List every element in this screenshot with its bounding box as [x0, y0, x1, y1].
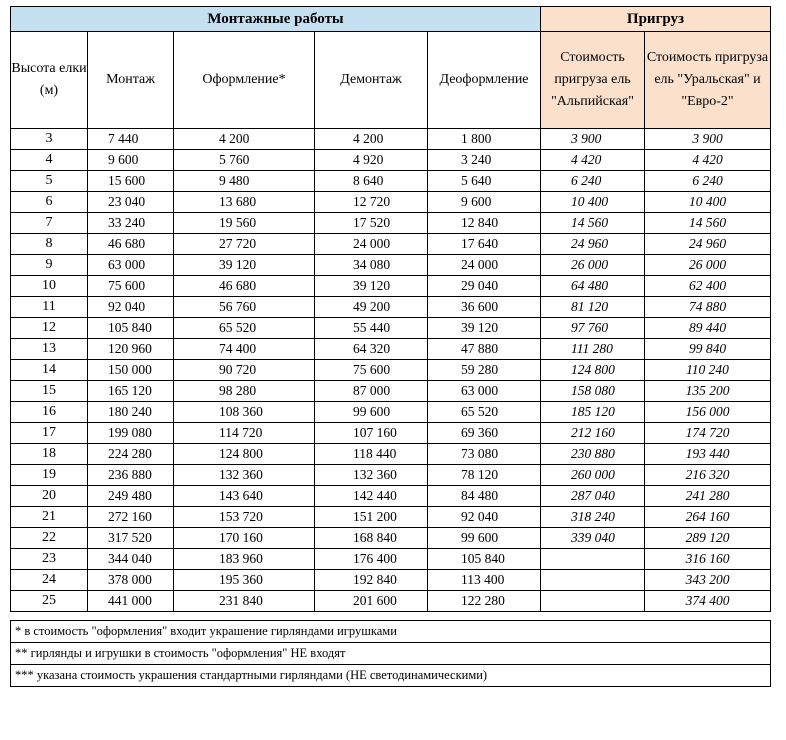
table-row — [11, 549, 771, 570]
cell-decor: 90 720 — [174, 360, 315, 381]
cell-install: 272 160 — [88, 507, 174, 528]
footnote-2: ** гирлянды и игрушки в стоимость "оформления" НЕ входят — [11, 643, 541, 665]
cell-load-alpine: 230 880 — [541, 444, 645, 465]
table-row — [11, 234, 771, 255]
cell-load-alpine: 26 000 — [541, 255, 645, 276]
cell-load-alpine: 6 240 — [541, 171, 645, 192]
cell-dismantle: 87 000 — [315, 381, 428, 402]
cell-decor: 170 160 — [174, 528, 315, 549]
cell-height: 23 — [11, 549, 88, 570]
cell-undecor: 69 360 — [428, 423, 541, 444]
cell-undecor: 1 800 — [428, 129, 541, 150]
table-row — [11, 192, 771, 213]
cell-load-alpine: 64 480 — [541, 276, 645, 297]
col-dismantle: Демонтаж — [315, 32, 428, 129]
cell-load-alpine: 260 000 — [541, 465, 645, 486]
cell-load-ural: 14 560 — [645, 213, 771, 234]
col-load-ural: Стоимость пригруза ель "Уральская" и "Евро-2" — [645, 32, 771, 129]
cell-load-alpine: 3 900 — [541, 129, 645, 150]
cell-decor: 65 520 — [174, 318, 315, 339]
cell-undecor: 5 640 — [428, 171, 541, 192]
table-row — [11, 171, 771, 192]
cell-undecor: 3 240 — [428, 150, 541, 171]
cell-height: 20 — [11, 486, 88, 507]
cell-decor: 132 360 — [174, 465, 315, 486]
cell-height: 16 — [11, 402, 88, 423]
col-load-alpine: Стоимость пригруза ель "Альпийская" — [541, 32, 645, 129]
cell-dismantle: 4 920 — [315, 150, 428, 171]
cell-height: 10 — [11, 276, 88, 297]
cell-load-alpine: 158 080 — [541, 381, 645, 402]
cell-install: 63 000 — [88, 255, 174, 276]
cell-load-alpine: 97 760 — [541, 318, 645, 339]
cell-height: 25 — [11, 591, 88, 612]
cell-load-ural: 10 400 — [645, 192, 771, 213]
cell-decor: 27 720 — [174, 234, 315, 255]
cell-load-ural: 135 200 — [645, 381, 771, 402]
cell-install: 165 120 — [88, 381, 174, 402]
cell-height: 22 — [11, 528, 88, 549]
cell-decor: 183 960 — [174, 549, 315, 570]
cell-decor: 231 840 — [174, 591, 315, 612]
cell-undecor: 9 600 — [428, 192, 541, 213]
table-row — [11, 507, 771, 528]
cell-install: 46 680 — [88, 234, 174, 255]
cell-height: 17 — [11, 423, 88, 444]
cell-height: 24 — [11, 570, 88, 591]
cell-decor: 4 200 — [174, 129, 315, 150]
cell-height: 8 — [11, 234, 88, 255]
cell-dismantle: 49 200 — [315, 297, 428, 318]
cell-load-ural: 26 000 — [645, 255, 771, 276]
cell-load-alpine: 10 400 — [541, 192, 645, 213]
cell-dismantle: 132 360 — [315, 465, 428, 486]
cell-undecor: 113 400 — [428, 570, 541, 591]
cell-dismantle: 12 720 — [315, 192, 428, 213]
cell-height: 3 — [11, 129, 88, 150]
cell-decor: 74 400 — [174, 339, 315, 360]
cell-dismantle: 75 600 — [315, 360, 428, 381]
table-row — [11, 360, 771, 381]
cell-load-ural: 74 880 — [645, 297, 771, 318]
cell-undecor: 99 600 — [428, 528, 541, 549]
cell-load-ural: 110 240 — [645, 360, 771, 381]
cell-undecor: 63 000 — [428, 381, 541, 402]
cell-install: 317 520 — [88, 528, 174, 549]
cell-install: 75 600 — [88, 276, 174, 297]
cell-dismantle: 176 400 — [315, 549, 428, 570]
cell-decor: 114 720 — [174, 423, 315, 444]
cell-dismantle: 8 640 — [315, 171, 428, 192]
cell-load-alpine: 287 040 — [541, 486, 645, 507]
cell-load-ural: 289 120 — [645, 528, 771, 549]
col-undecor: Деоформление — [428, 32, 541, 129]
cell-dismantle: 64 320 — [315, 339, 428, 360]
cell-dismantle: 168 840 — [315, 528, 428, 549]
cell-load-ural: 99 840 — [645, 339, 771, 360]
cell-load-alpine — [541, 591, 645, 612]
table-body — [11, 129, 771, 612]
cell-install: 23 040 — [88, 192, 174, 213]
cell-load-ural: 3 900 — [645, 129, 771, 150]
cell-undecor: 36 600 — [428, 297, 541, 318]
cell-dismantle: 118 440 — [315, 444, 428, 465]
cell-load-alpine: 24 960 — [541, 234, 645, 255]
cell-dismantle: 34 080 — [315, 255, 428, 276]
cell-load-ural: 24 960 — [645, 234, 771, 255]
cell-dismantle: 142 440 — [315, 486, 428, 507]
cell-decor: 5 760 — [174, 150, 315, 171]
cell-height: 14 — [11, 360, 88, 381]
cell-dismantle: 107 160 — [315, 423, 428, 444]
cell-load-ural: 6 240 — [645, 171, 771, 192]
cell-install: 92 040 — [88, 297, 174, 318]
cell-load-alpine: 81 120 — [541, 297, 645, 318]
cell-load-ural: 62 400 — [645, 276, 771, 297]
table-row — [11, 339, 771, 360]
cell-install: 378 000 — [88, 570, 174, 591]
cell-load-alpine: 4 420 — [541, 150, 645, 171]
cell-install: 224 280 — [88, 444, 174, 465]
cell-install: 441 000 — [88, 591, 174, 612]
cell-install: 15 600 — [88, 171, 174, 192]
cell-load-ural: 264 160 — [645, 507, 771, 528]
cell-load-alpine: 111 280 — [541, 339, 645, 360]
cell-decor: 13 680 — [174, 192, 315, 213]
cell-height: 15 — [11, 381, 88, 402]
cell-decor: 46 680 — [174, 276, 315, 297]
cell-load-alpine: 14 560 — [541, 213, 645, 234]
table-row — [11, 213, 771, 234]
cell-install: 180 240 — [88, 402, 174, 423]
cell-undecor: 105 840 — [428, 549, 541, 570]
table-row — [11, 381, 771, 402]
table-row — [11, 297, 771, 318]
cell-height: 11 — [11, 297, 88, 318]
footnote-3: *** указана стоимость украшения стандартными гирляндами (НЕ светодинамическими) — [11, 665, 541, 687]
table-row — [11, 423, 771, 444]
cell-undecor: 12 840 — [428, 213, 541, 234]
cell-undecor: 17 640 — [428, 234, 541, 255]
cell-load-ural: 374 400 — [645, 591, 771, 612]
cell-decor: 108 360 — [174, 402, 315, 423]
cell-load-alpine: 212 160 — [541, 423, 645, 444]
cell-decor: 143 640 — [174, 486, 315, 507]
cell-decor: 153 720 — [174, 507, 315, 528]
cell-undecor: 84 480 — [428, 486, 541, 507]
cell-load-ural: 4 420 — [645, 150, 771, 171]
cell-install: 9 600 — [88, 150, 174, 171]
table-row — [11, 255, 771, 276]
cell-dismantle: 99 600 — [315, 402, 428, 423]
cell-height: 6 — [11, 192, 88, 213]
table-row — [11, 465, 771, 486]
cell-install: 33 240 — [88, 213, 174, 234]
group-header-load: Пригруз — [541, 7, 771, 32]
cell-undecor: 73 080 — [428, 444, 541, 465]
cell-install: 344 040 — [88, 549, 174, 570]
cell-decor: 124 800 — [174, 444, 315, 465]
cell-load-alpine: 339 040 — [541, 528, 645, 549]
cell-load-alpine: 124 800 — [541, 360, 645, 381]
cell-load-ural: 174 720 — [645, 423, 771, 444]
cell-decor: 195 360 — [174, 570, 315, 591]
cell-height: 12 — [11, 318, 88, 339]
col-install: Монтаж — [88, 32, 174, 129]
cell-undecor: 59 280 — [428, 360, 541, 381]
cell-load-alpine: 185 120 — [541, 402, 645, 423]
table-row — [11, 528, 771, 549]
table-row — [11, 318, 771, 339]
cell-load-alpine: 318 240 — [541, 507, 645, 528]
cell-install: 249 480 — [88, 486, 174, 507]
cell-undecor: 47 880 — [428, 339, 541, 360]
table-row — [11, 150, 771, 171]
cell-height: 5 — [11, 171, 88, 192]
cell-height: 19 — [11, 465, 88, 486]
cell-load-ural: 316 160 — [645, 549, 771, 570]
cell-dismantle: 17 520 — [315, 213, 428, 234]
cell-load-ural: 216 320 — [645, 465, 771, 486]
cell-undecor: 92 040 — [428, 507, 541, 528]
cell-height: 21 — [11, 507, 88, 528]
cell-dismantle: 24 000 — [315, 234, 428, 255]
cell-install: 199 080 — [88, 423, 174, 444]
cell-decor: 98 280 — [174, 381, 315, 402]
table-row — [11, 591, 771, 612]
cell-dismantle: 192 840 — [315, 570, 428, 591]
price-table — [10, 6, 771, 687]
cell-install: 236 880 — [88, 465, 174, 486]
cell-height: 7 — [11, 213, 88, 234]
cell-load-ural: 193 440 — [645, 444, 771, 465]
col-height: Высота елки (м) — [11, 32, 88, 129]
cell-load-ural: 343 200 — [645, 570, 771, 591]
table-row — [11, 129, 771, 150]
footnote-1: * в стоимость "оформления" входит украшение гирляндами игрушками — [11, 621, 541, 643]
table-row — [11, 570, 771, 591]
cell-dismantle: 55 440 — [315, 318, 428, 339]
cell-dismantle: 201 600 — [315, 591, 428, 612]
cell-dismantle: 151 200 — [315, 507, 428, 528]
group-header-install: Монтажные работы — [11, 7, 541, 32]
table-row — [11, 444, 771, 465]
cell-height: 13 — [11, 339, 88, 360]
cell-load-alpine — [541, 570, 645, 591]
cell-decor: 39 120 — [174, 255, 315, 276]
cell-height: 9 — [11, 255, 88, 276]
cell-undecor: 65 520 — [428, 402, 541, 423]
cell-decor: 19 560 — [174, 213, 315, 234]
cell-install: 105 840 — [88, 318, 174, 339]
cell-install: 120 960 — [88, 339, 174, 360]
cell-load-ural: 156 000 — [645, 402, 771, 423]
table-row — [11, 276, 771, 297]
cell-undecor: 24 000 — [428, 255, 541, 276]
cell-decor: 9 480 — [174, 171, 315, 192]
spacer — [11, 612, 771, 621]
cell-install: 7 440 — [88, 129, 174, 150]
col-decor: Оформление* — [174, 32, 315, 129]
cell-load-ural: 89 440 — [645, 318, 771, 339]
cell-undecor: 39 120 — [428, 318, 541, 339]
cell-height: 18 — [11, 444, 88, 465]
cell-dismantle: 4 200 — [315, 129, 428, 150]
cell-undecor: 29 040 — [428, 276, 541, 297]
cell-height: 4 — [11, 150, 88, 171]
cell-load-alpine — [541, 549, 645, 570]
cell-install: 150 000 — [88, 360, 174, 381]
cell-undecor: 122 280 — [428, 591, 541, 612]
cell-dismantle: 39 120 — [315, 276, 428, 297]
cell-decor: 56 760 — [174, 297, 315, 318]
table-row — [11, 402, 771, 423]
cell-load-ural: 241 280 — [645, 486, 771, 507]
table-row — [11, 486, 771, 507]
cell-undecor: 78 120 — [428, 465, 541, 486]
